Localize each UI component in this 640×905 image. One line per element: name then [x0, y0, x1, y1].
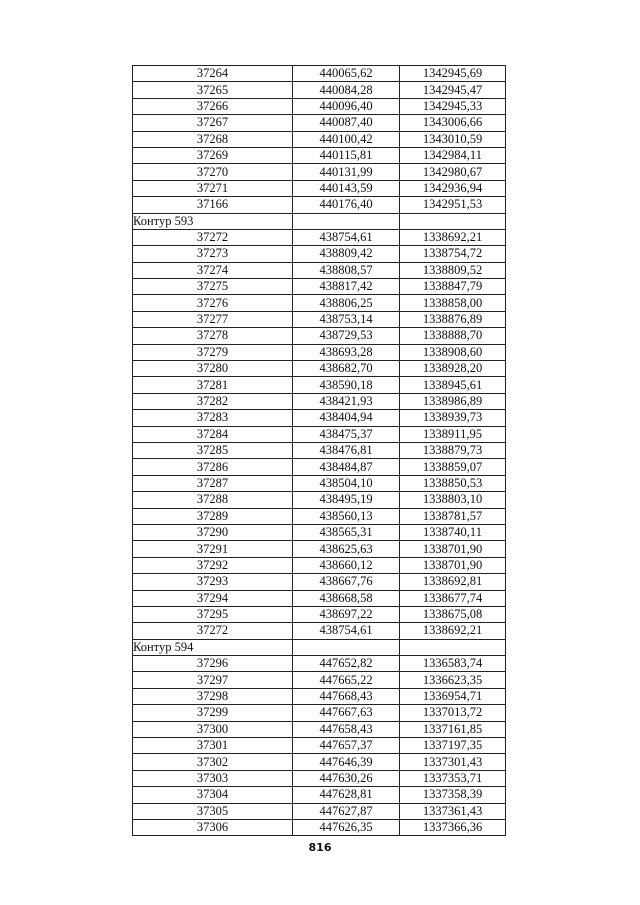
- point-number-cell: 37293: [133, 574, 293, 590]
- y-coordinate-cell: 1338677,74: [400, 590, 506, 606]
- x-coordinate-cell: 438682,70: [293, 361, 400, 377]
- point-number-cell: 37272: [133, 229, 293, 245]
- y-coordinate-cell: 1342951,53: [400, 197, 506, 213]
- point-number-cell: 37294: [133, 590, 293, 606]
- table-row: [133, 803, 506, 819]
- point-number-cell: 37299: [133, 705, 293, 721]
- y-coordinate-cell: 1337361,43: [400, 803, 506, 819]
- table-row: [133, 721, 506, 737]
- point-number-cell: 37304: [133, 787, 293, 803]
- point-number-cell: 37295: [133, 606, 293, 622]
- y-coordinate-cell: 1338781,57: [400, 508, 506, 524]
- y-coordinate-cell: 1336583,74: [400, 656, 506, 672]
- table-row: [133, 672, 506, 688]
- point-number-cell: 37268: [133, 131, 293, 147]
- point-number-cell: 37300: [133, 721, 293, 737]
- point-number-cell: 37278: [133, 328, 293, 344]
- x-coordinate-cell: 447628,81: [293, 787, 400, 803]
- x-coordinate-cell: 438404,94: [293, 410, 400, 426]
- x-coordinate-cell: 447665,22: [293, 672, 400, 688]
- x-coordinate-cell: 438808,57: [293, 262, 400, 278]
- y-coordinate-cell: 1338945,61: [400, 377, 506, 393]
- y-coordinate-cell: 1336954,71: [400, 688, 506, 704]
- x-coordinate-cell: 438590,18: [293, 377, 400, 393]
- table-row: [133, 361, 506, 377]
- point-number-cell: 37303: [133, 770, 293, 786]
- empty-cell: [400, 639, 506, 655]
- point-number-cell: 37291: [133, 541, 293, 557]
- x-coordinate-cell: 440087,40: [293, 115, 400, 131]
- contour-header-row: [133, 213, 506, 229]
- x-coordinate-cell: 447667,63: [293, 705, 400, 721]
- y-coordinate-cell: 1342945,47: [400, 82, 506, 98]
- y-coordinate-cell: 1337353,71: [400, 770, 506, 786]
- x-coordinate-cell: 438729,53: [293, 328, 400, 344]
- y-coordinate-cell: 1338876,89: [400, 311, 506, 327]
- y-coordinate-cell: 1338692,81: [400, 574, 506, 590]
- x-coordinate-cell: 440100,42: [293, 131, 400, 147]
- table-row: [133, 574, 506, 590]
- table-row: [133, 524, 506, 540]
- y-coordinate-cell: 1338803,10: [400, 492, 506, 508]
- x-coordinate-cell: 438660,12: [293, 557, 400, 573]
- y-coordinate-cell: 1337013,72: [400, 705, 506, 721]
- x-coordinate-cell: 438495,19: [293, 492, 400, 508]
- table-row: [133, 377, 506, 393]
- y-coordinate-cell: 1342936,94: [400, 180, 506, 196]
- y-coordinate-cell: 1337358,39: [400, 787, 506, 803]
- y-coordinate-cell: 1338675,08: [400, 606, 506, 622]
- y-coordinate-cell: 1342945,69: [400, 66, 506, 82]
- x-coordinate-cell: 440096,40: [293, 98, 400, 114]
- x-coordinate-cell: 438421,93: [293, 393, 400, 409]
- table-row: [133, 508, 506, 524]
- point-number-cell: 37282: [133, 393, 293, 409]
- table-row: [133, 819, 506, 835]
- x-coordinate-cell: 438754,61: [293, 229, 400, 245]
- y-coordinate-cell: 1343010,59: [400, 131, 506, 147]
- point-number-cell: 37275: [133, 279, 293, 295]
- point-number-cell: 37265: [133, 82, 293, 98]
- x-coordinate-cell: 438668,58: [293, 590, 400, 606]
- table-row: [133, 147, 506, 163]
- empty-cell: [400, 213, 506, 229]
- x-coordinate-cell: 440176,40: [293, 197, 400, 213]
- point-number-cell: 37281: [133, 377, 293, 393]
- point-number-cell: 37279: [133, 344, 293, 360]
- y-coordinate-cell: 1338859,07: [400, 459, 506, 475]
- x-coordinate-cell: 447658,43: [293, 721, 400, 737]
- y-coordinate-cell: 1336623,35: [400, 672, 506, 688]
- x-coordinate-cell: 438504,10: [293, 475, 400, 491]
- table-row: [133, 164, 506, 180]
- y-coordinate-cell: 1338692,21: [400, 229, 506, 245]
- table-row: [133, 459, 506, 475]
- coordinates-table-body: [133, 66, 506, 836]
- table-row: [133, 82, 506, 98]
- point-number-cell: 37264: [133, 66, 293, 82]
- x-coordinate-cell: 438806,25: [293, 295, 400, 311]
- table-row: [133, 590, 506, 606]
- contour-header-row: [133, 639, 506, 655]
- y-coordinate-cell: 1338986,89: [400, 393, 506, 409]
- point-number-cell: 37267: [133, 115, 293, 131]
- point-number-cell: 37280: [133, 361, 293, 377]
- x-coordinate-cell: 440065,62: [293, 66, 400, 82]
- x-coordinate-cell: 438817,42: [293, 279, 400, 295]
- table-row: [133, 688, 506, 704]
- table-row: [133, 229, 506, 245]
- y-coordinate-cell: 1338701,90: [400, 541, 506, 557]
- point-number-cell: 37286: [133, 459, 293, 475]
- table-row: [133, 393, 506, 409]
- y-coordinate-cell: 1337197,35: [400, 738, 506, 754]
- table-row: [133, 98, 506, 114]
- page-number: 816: [308, 841, 332, 854]
- table-row: [133, 246, 506, 262]
- point-number-cell: 37302: [133, 754, 293, 770]
- table-row: [133, 410, 506, 426]
- table-row: [133, 115, 506, 131]
- x-coordinate-cell: 438667,76: [293, 574, 400, 590]
- point-number-cell: 37298: [133, 688, 293, 704]
- x-coordinate-cell: 438754,61: [293, 623, 400, 639]
- y-coordinate-cell: 1338858,00: [400, 295, 506, 311]
- table-row: [133, 754, 506, 770]
- y-coordinate-cell: 1342945,33: [400, 98, 506, 114]
- x-coordinate-cell: 447630,26: [293, 770, 400, 786]
- point-number-cell: 37270: [133, 164, 293, 180]
- table-row: [133, 344, 506, 360]
- empty-cell: [293, 213, 400, 229]
- table-row: [133, 66, 506, 82]
- x-coordinate-cell: 447627,87: [293, 803, 400, 819]
- table-row: [133, 328, 506, 344]
- empty-cell: [293, 639, 400, 655]
- x-coordinate-cell: 447668,43: [293, 688, 400, 704]
- y-coordinate-cell: 1343006,66: [400, 115, 506, 131]
- point-number-cell: 37288: [133, 492, 293, 508]
- x-coordinate-cell: 447626,35: [293, 819, 400, 835]
- y-coordinate-cell: 1338911,95: [400, 426, 506, 442]
- x-coordinate-cell: 440143,59: [293, 180, 400, 196]
- point-number-cell: 37284: [133, 426, 293, 442]
- table-row: [133, 426, 506, 442]
- x-coordinate-cell: 438625,63: [293, 541, 400, 557]
- point-number-cell: 37297: [133, 672, 293, 688]
- point-number-cell: 37276: [133, 295, 293, 311]
- x-coordinate-cell: 438697,22: [293, 606, 400, 622]
- x-coordinate-cell: 438560,13: [293, 508, 400, 524]
- x-coordinate-cell: 438565,31: [293, 524, 400, 540]
- point-number-cell: 37269: [133, 147, 293, 163]
- point-number-cell: 37272: [133, 623, 293, 639]
- y-coordinate-cell: 1338847,79: [400, 279, 506, 295]
- point-number-cell: 37292: [133, 557, 293, 573]
- x-coordinate-cell: 438693,28: [293, 344, 400, 360]
- table-row: [133, 475, 506, 491]
- x-coordinate-cell: 440115,81: [293, 147, 400, 163]
- point-number-cell: 37273: [133, 246, 293, 262]
- x-coordinate-cell: 447646,39: [293, 754, 400, 770]
- y-coordinate-cell: 1338809,52: [400, 262, 506, 278]
- table-row: [133, 770, 506, 786]
- y-coordinate-cell: 1338850,53: [400, 475, 506, 491]
- table-row: [133, 279, 506, 295]
- contour-label: Контур 594: [133, 639, 293, 655]
- point-number-cell: 37289: [133, 508, 293, 524]
- x-coordinate-cell: 440084,28: [293, 82, 400, 98]
- point-number-cell: 37306: [133, 819, 293, 835]
- point-number-cell: 37266: [133, 98, 293, 114]
- y-coordinate-cell: 1338928,20: [400, 361, 506, 377]
- contour-label: Контур 593: [133, 213, 293, 229]
- x-coordinate-cell: 440131,99: [293, 164, 400, 180]
- point-number-cell: 37296: [133, 656, 293, 672]
- x-coordinate-cell: 438809,42: [293, 246, 400, 262]
- x-coordinate-cell: 447657,37: [293, 738, 400, 754]
- table-row: [133, 738, 506, 754]
- table-row: [133, 606, 506, 622]
- point-number-cell: 37285: [133, 442, 293, 458]
- y-coordinate-cell: 1338888,70: [400, 328, 506, 344]
- point-number-cell: 37305: [133, 803, 293, 819]
- table-row: [133, 442, 506, 458]
- table-row: [133, 557, 506, 573]
- point-number-cell: 37301: [133, 738, 293, 754]
- y-coordinate-cell: 1338754,72: [400, 246, 506, 262]
- table-row: [133, 541, 506, 557]
- table-row: [133, 131, 506, 147]
- y-coordinate-cell: 1337161,85: [400, 721, 506, 737]
- table-row: [133, 180, 506, 196]
- y-coordinate-cell: 1338740,11: [400, 524, 506, 540]
- point-number-cell: 37287: [133, 475, 293, 491]
- x-coordinate-cell: 438484,87: [293, 459, 400, 475]
- x-coordinate-cell: 447652,82: [293, 656, 400, 672]
- point-number-cell: 37277: [133, 311, 293, 327]
- table-row: [133, 705, 506, 721]
- table-row: [133, 197, 506, 213]
- y-coordinate-cell: 1342980,67: [400, 164, 506, 180]
- table-row: [133, 492, 506, 508]
- y-coordinate-cell: 1342984,11: [400, 147, 506, 163]
- y-coordinate-cell: 1338879,73: [400, 442, 506, 458]
- point-number-cell: 37274: [133, 262, 293, 278]
- table-row: [133, 311, 506, 327]
- y-coordinate-cell: 1337301,43: [400, 754, 506, 770]
- table-row: [133, 623, 506, 639]
- y-coordinate-cell: 1338701,90: [400, 557, 506, 573]
- point-number-cell: 37283: [133, 410, 293, 426]
- y-coordinate-cell: 1338908,60: [400, 344, 506, 360]
- table-row: [133, 262, 506, 278]
- y-coordinate-cell: 1338692,21: [400, 623, 506, 639]
- point-number-cell: 37271: [133, 180, 293, 196]
- y-coordinate-cell: 1337366,36: [400, 819, 506, 835]
- y-coordinate-cell: 1338939,73: [400, 410, 506, 426]
- x-coordinate-cell: 438753,14: [293, 311, 400, 327]
- point-number-cell: 37166: [133, 197, 293, 213]
- point-number-cell: 37290: [133, 524, 293, 540]
- table-row: [133, 656, 506, 672]
- x-coordinate-cell: 438475,37: [293, 426, 400, 442]
- coordinates-table: [132, 65, 506, 836]
- table-row: [133, 295, 506, 311]
- x-coordinate-cell: 438476,81: [293, 442, 400, 458]
- table-row: [133, 787, 506, 803]
